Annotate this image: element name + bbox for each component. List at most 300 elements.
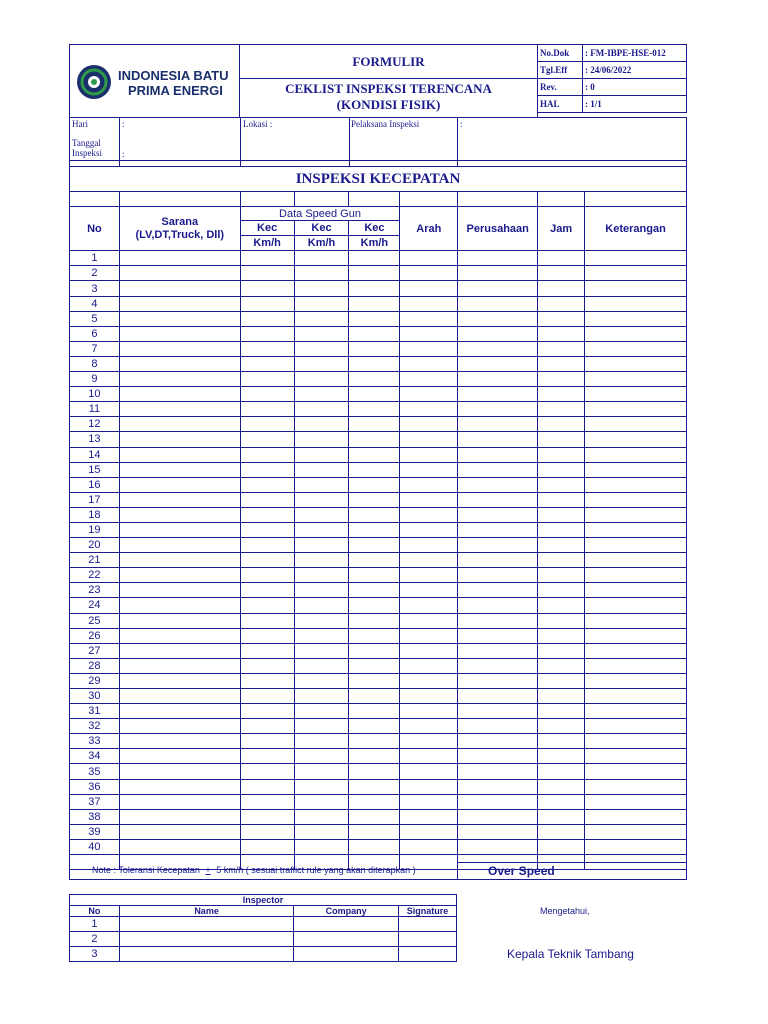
sarana-cell[interactable] — [119, 553, 240, 568]
sarana-cell[interactable] — [119, 658, 240, 673]
jam-cell[interactable] — [538, 522, 585, 537]
kec1-cell[interactable] — [240, 704, 294, 719]
kec1-cell[interactable] — [240, 251, 294, 266]
kec2-cell[interactable] — [294, 266, 349, 281]
keterangan-cell[interactable] — [585, 477, 687, 492]
kec3-cell[interactable] — [349, 628, 400, 643]
arah-cell[interactable] — [400, 673, 458, 688]
perusahaan-cell[interactable] — [458, 462, 538, 477]
keterangan-cell[interactable] — [585, 583, 687, 598]
inspector-signature-cell[interactable] — [399, 917, 457, 932]
sarana-cell[interactable] — [119, 356, 240, 371]
inspector-company-cell[interactable] — [294, 932, 399, 947]
kec1-cell[interactable] — [240, 583, 294, 598]
kec2-cell[interactable] — [294, 311, 349, 326]
perusahaan-cell[interactable] — [458, 507, 538, 522]
keterangan-cell[interactable] — [585, 689, 687, 704]
kec3-cell[interactable] — [349, 658, 400, 673]
jam-cell[interactable] — [538, 266, 585, 281]
kec2-cell[interactable] — [294, 326, 349, 341]
kec1-cell[interactable] — [240, 613, 294, 628]
arah-cell[interactable] — [400, 311, 458, 326]
kec1-cell[interactable] — [240, 462, 294, 477]
perusahaan-cell[interactable] — [458, 704, 538, 719]
kec1-cell[interactable] — [240, 749, 294, 764]
kec2-cell[interactable] — [294, 387, 349, 402]
arah-cell[interactable] — [400, 719, 458, 734]
kec3-cell[interactable] — [349, 522, 400, 537]
arah-cell[interactable] — [400, 507, 458, 522]
jam-cell[interactable] — [538, 251, 585, 266]
kec3-cell[interactable] — [349, 538, 400, 553]
perusahaan-cell[interactable] — [458, 734, 538, 749]
jam-cell[interactable] — [538, 492, 585, 507]
arah-cell[interactable] — [400, 432, 458, 447]
sarana-cell[interactable] — [119, 779, 240, 794]
kec3-cell[interactable] — [349, 492, 400, 507]
sarana-cell[interactable] — [119, 764, 240, 779]
jam-cell[interactable] — [538, 809, 585, 824]
kec3-cell[interactable] — [349, 356, 400, 371]
arah-cell[interactable] — [400, 794, 458, 809]
keterangan-cell[interactable] — [585, 281, 687, 296]
sarana-cell[interactable] — [119, 839, 240, 854]
jam-cell[interactable] — [538, 553, 585, 568]
arah-cell[interactable] — [400, 387, 458, 402]
kec2-cell[interactable] — [294, 628, 349, 643]
arah-cell[interactable] — [400, 326, 458, 341]
kec3-cell[interactable] — [349, 598, 400, 613]
sarana-cell[interactable] — [119, 704, 240, 719]
sarana-cell[interactable] — [119, 794, 240, 809]
sarana-cell[interactable] — [119, 447, 240, 462]
keterangan-cell[interactable] — [585, 402, 687, 417]
kec1-cell[interactable] — [240, 296, 294, 311]
keterangan-cell[interactable] — [585, 628, 687, 643]
sarana-cell[interactable] — [119, 583, 240, 598]
perusahaan-cell[interactable] — [458, 341, 538, 356]
arah-cell[interactable] — [400, 462, 458, 477]
kec1-cell[interactable] — [240, 809, 294, 824]
kec1-cell[interactable] — [240, 719, 294, 734]
arah-cell[interactable] — [400, 522, 458, 537]
kec3-cell[interactable] — [349, 447, 400, 462]
perusahaan-cell[interactable] — [458, 689, 538, 704]
perusahaan-cell[interactable] — [458, 387, 538, 402]
kec3-cell[interactable] — [349, 839, 400, 854]
kec3-cell[interactable] — [349, 734, 400, 749]
jam-cell[interactable] — [538, 598, 585, 613]
perusahaan-cell[interactable] — [458, 794, 538, 809]
kec3-cell[interactable] — [349, 809, 400, 824]
kec1-cell[interactable] — [240, 779, 294, 794]
perusahaan-cell[interactable] — [458, 417, 538, 432]
sarana-cell[interactable] — [119, 296, 240, 311]
kec3-cell[interactable] — [349, 341, 400, 356]
kec3-cell[interactable] — [349, 764, 400, 779]
kec1-cell[interactable] — [240, 281, 294, 296]
kec2-cell[interactable] — [294, 538, 349, 553]
jam-cell[interactable] — [538, 447, 585, 462]
jam-cell[interactable] — [538, 372, 585, 387]
kec3-cell[interactable] — [349, 402, 400, 417]
kec3-cell[interactable] — [349, 568, 400, 583]
jam-cell[interactable] — [538, 794, 585, 809]
kec3-cell[interactable] — [349, 613, 400, 628]
perusahaan-cell[interactable] — [458, 251, 538, 266]
arah-cell[interactable] — [400, 356, 458, 371]
kec2-cell[interactable] — [294, 613, 349, 628]
jam-cell[interactable] — [538, 613, 585, 628]
kec3-cell[interactable] — [349, 553, 400, 568]
keterangan-cell[interactable] — [585, 447, 687, 462]
arah-cell[interactable] — [400, 477, 458, 492]
arah-cell[interactable] — [400, 583, 458, 598]
kec1-cell[interactable] — [240, 477, 294, 492]
kec3-cell[interactable] — [349, 689, 400, 704]
perusahaan-cell[interactable] — [458, 538, 538, 553]
sarana-cell[interactable] — [119, 809, 240, 824]
perusahaan-cell[interactable] — [458, 613, 538, 628]
arah-cell[interactable] — [400, 372, 458, 387]
jam-cell[interactable] — [538, 477, 585, 492]
sarana-cell[interactable] — [119, 462, 240, 477]
kec3-cell[interactable] — [349, 824, 400, 839]
kec2-cell[interactable] — [294, 356, 349, 371]
kec2-cell[interactable] — [294, 522, 349, 537]
kec1-cell[interactable] — [240, 522, 294, 537]
perusahaan-cell[interactable] — [458, 477, 538, 492]
kec1-cell[interactable] — [240, 643, 294, 658]
kec2-cell[interactable] — [294, 734, 349, 749]
perusahaan-cell[interactable] — [458, 598, 538, 613]
jam-cell[interactable] — [538, 689, 585, 704]
jam-cell[interactable] — [538, 507, 585, 522]
sarana-cell[interactable] — [119, 613, 240, 628]
sarana-cell[interactable] — [119, 311, 240, 326]
jam-cell[interactable] — [538, 281, 585, 296]
keterangan-cell[interactable] — [585, 613, 687, 628]
perusahaan-cell[interactable] — [458, 553, 538, 568]
keterangan-cell[interactable] — [585, 341, 687, 356]
arah-cell[interactable] — [400, 251, 458, 266]
arah-cell[interactable] — [400, 613, 458, 628]
kec2-cell[interactable] — [294, 764, 349, 779]
jam-cell[interactable] — [538, 583, 585, 598]
jam-cell[interactable] — [538, 402, 585, 417]
sarana-cell[interactable] — [119, 492, 240, 507]
sarana-cell[interactable] — [119, 477, 240, 492]
perusahaan-cell[interactable] — [458, 266, 538, 281]
arah-cell[interactable] — [400, 266, 458, 281]
sarana-cell[interactable] — [119, 266, 240, 281]
jam-cell[interactable] — [538, 628, 585, 643]
kec3-cell[interactable] — [349, 251, 400, 266]
kec2-cell[interactable] — [294, 779, 349, 794]
perusahaan-cell[interactable] — [458, 432, 538, 447]
kec3-cell[interactable] — [349, 673, 400, 688]
kec1-cell[interactable] — [240, 538, 294, 553]
keterangan-cell[interactable] — [585, 296, 687, 311]
jam-cell[interactable] — [538, 326, 585, 341]
perusahaan-cell[interactable] — [458, 522, 538, 537]
kec2-cell[interactable] — [294, 492, 349, 507]
kec3-cell[interactable] — [349, 583, 400, 598]
sarana-cell[interactable] — [119, 417, 240, 432]
arah-cell[interactable] — [400, 447, 458, 462]
sarana-cell[interactable] — [119, 522, 240, 537]
jam-cell[interactable] — [538, 538, 585, 553]
kec2-cell[interactable] — [294, 809, 349, 824]
kec2-cell[interactable] — [294, 658, 349, 673]
perusahaan-cell[interactable] — [458, 658, 538, 673]
kec2-cell[interactable] — [294, 402, 349, 417]
keterangan-cell[interactable] — [585, 417, 687, 432]
jam-cell[interactable] — [538, 839, 585, 854]
sarana-cell[interactable] — [119, 598, 240, 613]
perusahaan-cell[interactable] — [458, 447, 538, 462]
kec3-cell[interactable] — [349, 719, 400, 734]
jam-cell[interactable] — [538, 658, 585, 673]
sarana-cell[interactable] — [119, 643, 240, 658]
jam-cell[interactable] — [538, 462, 585, 477]
kec3-cell[interactable] — [349, 326, 400, 341]
keterangan-cell[interactable] — [585, 251, 687, 266]
kec3-cell[interactable] — [349, 507, 400, 522]
keterangan-cell[interactable] — [585, 824, 687, 839]
kec1-cell[interactable] — [240, 764, 294, 779]
arah-cell[interactable] — [400, 568, 458, 583]
sarana-cell[interactable] — [119, 689, 240, 704]
sarana-cell[interactable] — [119, 824, 240, 839]
jam-cell[interactable] — [538, 764, 585, 779]
kec2-cell[interactable] — [294, 372, 349, 387]
keterangan-cell[interactable] — [585, 658, 687, 673]
kec1-cell[interactable] — [240, 417, 294, 432]
kec2-cell[interactable] — [294, 462, 349, 477]
kec1-cell[interactable] — [240, 311, 294, 326]
kec2-cell[interactable] — [294, 839, 349, 854]
inspector-signature-cell[interactable] — [399, 947, 457, 962]
arah-cell[interactable] — [400, 296, 458, 311]
keterangan-cell[interactable] — [585, 266, 687, 281]
arah-cell[interactable] — [400, 643, 458, 658]
kec2-cell[interactable] — [294, 568, 349, 583]
arah-cell[interactable] — [400, 658, 458, 673]
jam-cell[interactable] — [538, 356, 585, 371]
keterangan-cell[interactable] — [585, 507, 687, 522]
kec2-cell[interactable] — [294, 719, 349, 734]
arah-cell[interactable] — [400, 764, 458, 779]
sarana-cell[interactable] — [119, 387, 240, 402]
kec2-cell[interactable] — [294, 794, 349, 809]
kec3-cell[interactable] — [349, 779, 400, 794]
kec3-cell[interactable] — [349, 417, 400, 432]
kec3-cell[interactable] — [349, 281, 400, 296]
sarana-cell[interactable] — [119, 402, 240, 417]
arah-cell[interactable] — [400, 598, 458, 613]
kec1-cell[interactable] — [240, 689, 294, 704]
perusahaan-cell[interactable] — [458, 583, 538, 598]
jam-cell[interactable] — [538, 432, 585, 447]
kec1-cell[interactable] — [240, 372, 294, 387]
kec1-cell[interactable] — [240, 839, 294, 854]
kec1-cell[interactable] — [240, 341, 294, 356]
kec3-cell[interactable] — [349, 387, 400, 402]
kec1-cell[interactable] — [240, 266, 294, 281]
sarana-cell[interactable] — [119, 734, 240, 749]
inspector-name-cell[interactable] — [119, 932, 293, 947]
sarana-cell[interactable] — [119, 251, 240, 266]
jam-cell[interactable] — [538, 704, 585, 719]
jam-cell[interactable] — [538, 779, 585, 794]
kec2-cell[interactable] — [294, 251, 349, 266]
arah-cell[interactable] — [400, 341, 458, 356]
kec1-cell[interactable] — [240, 553, 294, 568]
kec1-cell[interactable] — [240, 598, 294, 613]
kec2-cell[interactable] — [294, 598, 349, 613]
kec3-cell[interactable] — [349, 266, 400, 281]
sarana-cell[interactable] — [119, 372, 240, 387]
kec2-cell[interactable] — [294, 824, 349, 839]
kec1-cell[interactable] — [240, 628, 294, 643]
perusahaan-cell[interactable] — [458, 839, 538, 854]
kec3-cell[interactable] — [349, 296, 400, 311]
kec2-cell[interactable] — [294, 507, 349, 522]
keterangan-cell[interactable] — [585, 598, 687, 613]
sarana-cell[interactable] — [119, 341, 240, 356]
inspector-signature-cell[interactable] — [399, 932, 457, 947]
jam-cell[interactable] — [538, 734, 585, 749]
perusahaan-cell[interactable] — [458, 643, 538, 658]
kec3-cell[interactable] — [349, 794, 400, 809]
kec2-cell[interactable] — [294, 432, 349, 447]
keterangan-cell[interactable] — [585, 326, 687, 341]
kec3-cell[interactable] — [349, 432, 400, 447]
perusahaan-cell[interactable] — [458, 296, 538, 311]
keterangan-cell[interactable] — [585, 372, 687, 387]
kec1-cell[interactable] — [240, 734, 294, 749]
keterangan-cell[interactable] — [585, 749, 687, 764]
keterangan-cell[interactable] — [585, 673, 687, 688]
arah-cell[interactable] — [400, 809, 458, 824]
arah-cell[interactable] — [400, 839, 458, 854]
kec2-cell[interactable] — [294, 673, 349, 688]
perusahaan-cell[interactable] — [458, 356, 538, 371]
kec1-cell[interactable] — [240, 402, 294, 417]
arah-cell[interactable] — [400, 779, 458, 794]
keterangan-cell[interactable] — [585, 643, 687, 658]
kec1-cell[interactable] — [240, 432, 294, 447]
perusahaan-cell[interactable] — [458, 824, 538, 839]
inspector-company-cell[interactable] — [294, 917, 399, 932]
perusahaan-cell[interactable] — [458, 673, 538, 688]
kec1-cell[interactable] — [240, 658, 294, 673]
perusahaan-cell[interactable] — [458, 628, 538, 643]
keterangan-cell[interactable] — [585, 719, 687, 734]
jam-cell[interactable] — [538, 387, 585, 402]
kec2-cell[interactable] — [294, 689, 349, 704]
kec1-cell[interactable] — [240, 794, 294, 809]
perusahaan-cell[interactable] — [458, 281, 538, 296]
kec3-cell[interactable] — [349, 372, 400, 387]
kec2-cell[interactable] — [294, 281, 349, 296]
jam-cell[interactable] — [538, 673, 585, 688]
perusahaan-cell[interactable] — [458, 372, 538, 387]
kec1-cell[interactable] — [240, 673, 294, 688]
kec3-cell[interactable] — [349, 643, 400, 658]
kec2-cell[interactable] — [294, 583, 349, 598]
jam-cell[interactable] — [538, 824, 585, 839]
sarana-cell[interactable] — [119, 432, 240, 447]
kec3-cell[interactable] — [349, 477, 400, 492]
kec3-cell[interactable] — [349, 462, 400, 477]
kec2-cell[interactable] — [294, 643, 349, 658]
arah-cell[interactable] — [400, 704, 458, 719]
inspector-company-cell[interactable] — [294, 947, 399, 962]
keterangan-cell[interactable] — [585, 311, 687, 326]
kec1-cell[interactable] — [240, 447, 294, 462]
kec1-cell[interactable] — [240, 387, 294, 402]
keterangan-cell[interactable] — [585, 734, 687, 749]
keterangan-cell[interactable] — [585, 839, 687, 854]
sarana-cell[interactable] — [119, 326, 240, 341]
sarana-cell[interactable] — [119, 749, 240, 764]
jam-cell[interactable] — [538, 749, 585, 764]
kec2-cell[interactable] — [294, 553, 349, 568]
perusahaan-cell[interactable] — [458, 719, 538, 734]
jam-cell[interactable] — [538, 719, 585, 734]
keterangan-cell[interactable] — [585, 432, 687, 447]
kec1-cell[interactable] — [240, 492, 294, 507]
arah-cell[interactable] — [400, 492, 458, 507]
jam-cell[interactable] — [538, 643, 585, 658]
jam-cell[interactable] — [538, 296, 585, 311]
perusahaan-cell[interactable] — [458, 749, 538, 764]
kec2-cell[interactable] — [294, 704, 349, 719]
kec1-cell[interactable] — [240, 326, 294, 341]
jam-cell[interactable] — [538, 568, 585, 583]
perusahaan-cell[interactable] — [458, 311, 538, 326]
keterangan-cell[interactable] — [585, 568, 687, 583]
kec2-cell[interactable] — [294, 417, 349, 432]
kec3-cell[interactable] — [349, 311, 400, 326]
arah-cell[interactable] — [400, 824, 458, 839]
jam-cell[interactable] — [538, 311, 585, 326]
sarana-cell[interactable] — [119, 628, 240, 643]
perusahaan-cell[interactable] — [458, 326, 538, 341]
arah-cell[interactable] — [400, 538, 458, 553]
kec1-cell[interactable] — [240, 824, 294, 839]
sarana-cell[interactable] — [119, 507, 240, 522]
sarana-cell[interactable] — [119, 673, 240, 688]
keterangan-cell[interactable] — [585, 387, 687, 402]
arah-cell[interactable] — [400, 749, 458, 764]
arah-cell[interactable] — [400, 417, 458, 432]
perusahaan-cell[interactable] — [458, 568, 538, 583]
perusahaan-cell[interactable] — [458, 779, 538, 794]
keterangan-cell[interactable] — [585, 462, 687, 477]
keterangan-cell[interactable] — [585, 704, 687, 719]
arah-cell[interactable] — [400, 628, 458, 643]
arah-cell[interactable] — [400, 281, 458, 296]
kec2-cell[interactable] — [294, 341, 349, 356]
kec1-cell[interactable] — [240, 568, 294, 583]
keterangan-cell[interactable] — [585, 794, 687, 809]
jam-cell[interactable] — [538, 417, 585, 432]
inspector-name-cell[interactable] — [119, 917, 293, 932]
kec2-cell[interactable] — [294, 749, 349, 764]
